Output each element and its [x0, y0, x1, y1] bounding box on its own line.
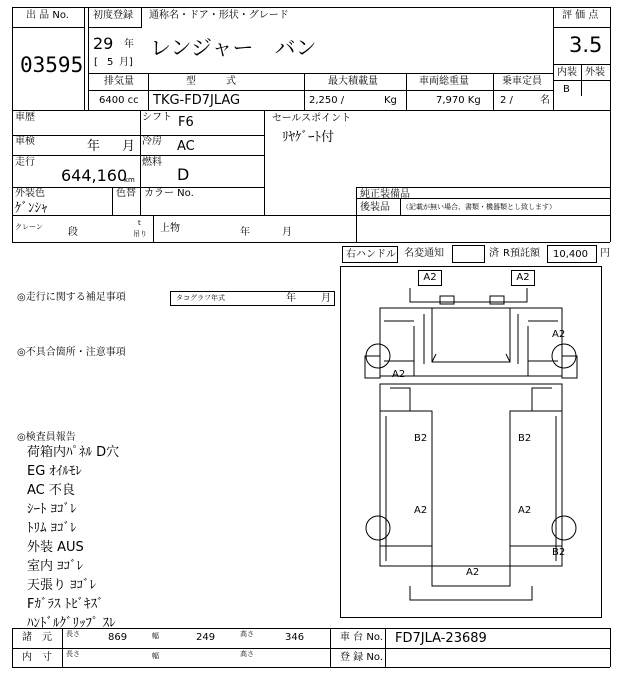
damage-mark: B2	[414, 433, 428, 444]
height-label: 高さ	[240, 630, 254, 638]
capacity-unit: 名	[540, 95, 550, 106]
recycle-paid: 済	[489, 248, 499, 259]
tachograph-month: 月	[321, 293, 331, 304]
registration-month-open: [	[94, 57, 98, 68]
lot-label: 出 品 No.	[26, 10, 69, 21]
damage-mark: A2	[466, 567, 480, 578]
registration-year-unit: 年	[124, 39, 134, 50]
registration-year: 29	[93, 34, 114, 53]
registration-label: 登 録 No.	[340, 652, 383, 663]
interior-grade: B	[563, 84, 570, 95]
recycle-fee-label: R預託額	[503, 248, 540, 259]
interior-width-label: 幅	[152, 652, 159, 660]
score-label: 評 価 点	[562, 10, 599, 21]
model-label: 通称名・ドア・形状・グレード	[149, 10, 289, 21]
aftermarket-label: 後装品	[360, 202, 390, 213]
width-value: 249	[196, 632, 216, 643]
exterior-color-label: 外装色	[15, 188, 45, 199]
name-change-box	[452, 245, 485, 263]
aftermarket-note: （記載が無い場合、書類・機器類とし致します）	[402, 203, 556, 211]
capacity-label: 乗車定員	[502, 76, 542, 87]
inspection-year: 年	[87, 139, 101, 154]
length-value: 869	[108, 632, 128, 643]
height-value: 346	[285, 632, 305, 643]
width-label: 幅	[152, 632, 159, 640]
shift-label: シフト	[142, 112, 172, 123]
tachograph-box	[170, 291, 335, 306]
damage-mark: A2	[518, 505, 532, 516]
exterior-grade-label: 外装	[585, 67, 605, 78]
max-load: 2,250 /	[309, 95, 345, 106]
upper-body-year: 年	[240, 227, 250, 238]
interior-length-label: 長さ	[66, 650, 80, 658]
list-item: AC 不良	[27, 483, 75, 498]
crane-tons: t	[138, 219, 141, 227]
color-number-label: カラー No.	[144, 188, 194, 199]
mileage-value: 644,160	[61, 166, 128, 185]
first-registration-label: 初度登録	[93, 10, 133, 21]
capacity: 2 /	[500, 95, 513, 106]
list-item: ﾊﾝﾄﾞﾙｸﾞﾘｯﾌﾟ ｽﾚ	[27, 616, 116, 631]
recycle-fee-box	[547, 245, 597, 263]
upper-body-month: 月	[282, 227, 292, 238]
list-item: 室内 ﾖｺﾞﾚ	[27, 559, 84, 574]
gross-weight: 7,970 Kg	[436, 95, 481, 106]
displacement-label: 排気量	[104, 76, 134, 87]
interior-height-label: 高さ	[240, 650, 254, 658]
list-item: Fｶﾞﾗｽ ﾄﾋﾞｷｽﾞ	[27, 597, 104, 612]
list-item: 荷箱内ﾊﾟﾈﾙ D穴	[27, 445, 120, 460]
max-load-label: 最大積載量	[328, 76, 378, 87]
history-label: 車歴	[15, 112, 35, 123]
crane-label: クレーン	[15, 223, 43, 231]
exterior-color: ｹﾞﾝｼｬ	[15, 201, 48, 216]
length-label: 長さ	[66, 630, 80, 638]
mileage-label: 走行	[15, 157, 35, 168]
truck-outline	[340, 266, 602, 618]
aircon-value: AC	[177, 139, 195, 154]
overall-score: 3.5	[569, 33, 603, 57]
right-hand-drive: 右ハンドル	[346, 249, 396, 260]
recycle-fee: 10,400	[553, 249, 588, 260]
shift-value: F6	[178, 115, 194, 130]
max-load-unit: Kg	[384, 95, 397, 106]
registration-month: 5	[107, 57, 114, 68]
crane-hoist: 吊り	[133, 230, 147, 238]
model-name: レンジャー バン	[150, 36, 317, 60]
upper-body-label: 上物	[160, 223, 180, 234]
chassis-number: FD7JLA-23689	[395, 631, 487, 646]
displacement: 6400 cc	[99, 95, 139, 106]
list-item: ｼｰﾄ ﾖｺﾞﾚ	[27, 502, 77, 517]
interior-dims-label: 内 寸	[22, 652, 52, 663]
crane-stage: 段	[68, 227, 78, 238]
aircon-label: 冷房	[142, 136, 162, 147]
recycle-unit: 円	[600, 248, 610, 259]
inspector-report-label: ◎検査員報告	[17, 432, 76, 443]
damage-mark: A2	[552, 329, 566, 340]
lot-number: 03595	[20, 53, 84, 77]
inspection-label: 車検	[15, 136, 35, 147]
damage-mark: A2	[414, 505, 428, 516]
defects-label: ◎不具合箇所・注意事項	[17, 347, 126, 358]
damage-mark: A2	[511, 270, 535, 286]
damage-mark: A2	[392, 369, 406, 380]
damage-mark: A2	[418, 270, 442, 286]
color-change-label: 色替	[116, 188, 136, 199]
truck-damage-diagram	[340, 266, 602, 618]
tachograph-year: 年	[286, 293, 296, 304]
interior-grade-label: 内装	[557, 67, 577, 78]
damage-mark: B2	[518, 433, 532, 444]
genuine-equipment-label: 純正装備品	[360, 189, 410, 200]
specs-label: 諸 元	[22, 632, 52, 643]
gross-weight-label: 車両総重量	[419, 76, 469, 87]
fuel-label: 燃料	[142, 157, 162, 168]
right-hand-drive-box	[342, 246, 398, 263]
list-item: EG ｵｲﾙﾓﾚ	[27, 464, 82, 479]
list-item: 外装 AUS	[27, 540, 84, 555]
list-item: ﾄﾘﾑ ﾖｺﾞﾚ	[27, 521, 77, 536]
tachograph-label: タコグラフ年式	[176, 294, 225, 302]
model-code: TKG-FD7JLAG	[153, 93, 241, 108]
model-code-label: 型 式	[186, 76, 236, 87]
driving-notes-label: ◎走行に関する補足事項	[17, 292, 126, 303]
mileage-unit: km	[124, 176, 135, 184]
inspection-month: 月	[122, 139, 136, 154]
sales-point-label: セールスポイント	[272, 113, 352, 124]
name-change-label: 名変通知	[404, 248, 444, 259]
damage-mark: B2	[552, 547, 566, 558]
list-item: 天張り ﾖｺﾞﾚ	[27, 578, 97, 593]
fuel-value: D	[177, 165, 190, 184]
chassis-label: 車 台 No.	[340, 632, 383, 643]
sales-point: ﾘﾔｹﾞｰﾄ付	[282, 130, 335, 145]
registration-month-unit: 月]	[119, 57, 133, 68]
